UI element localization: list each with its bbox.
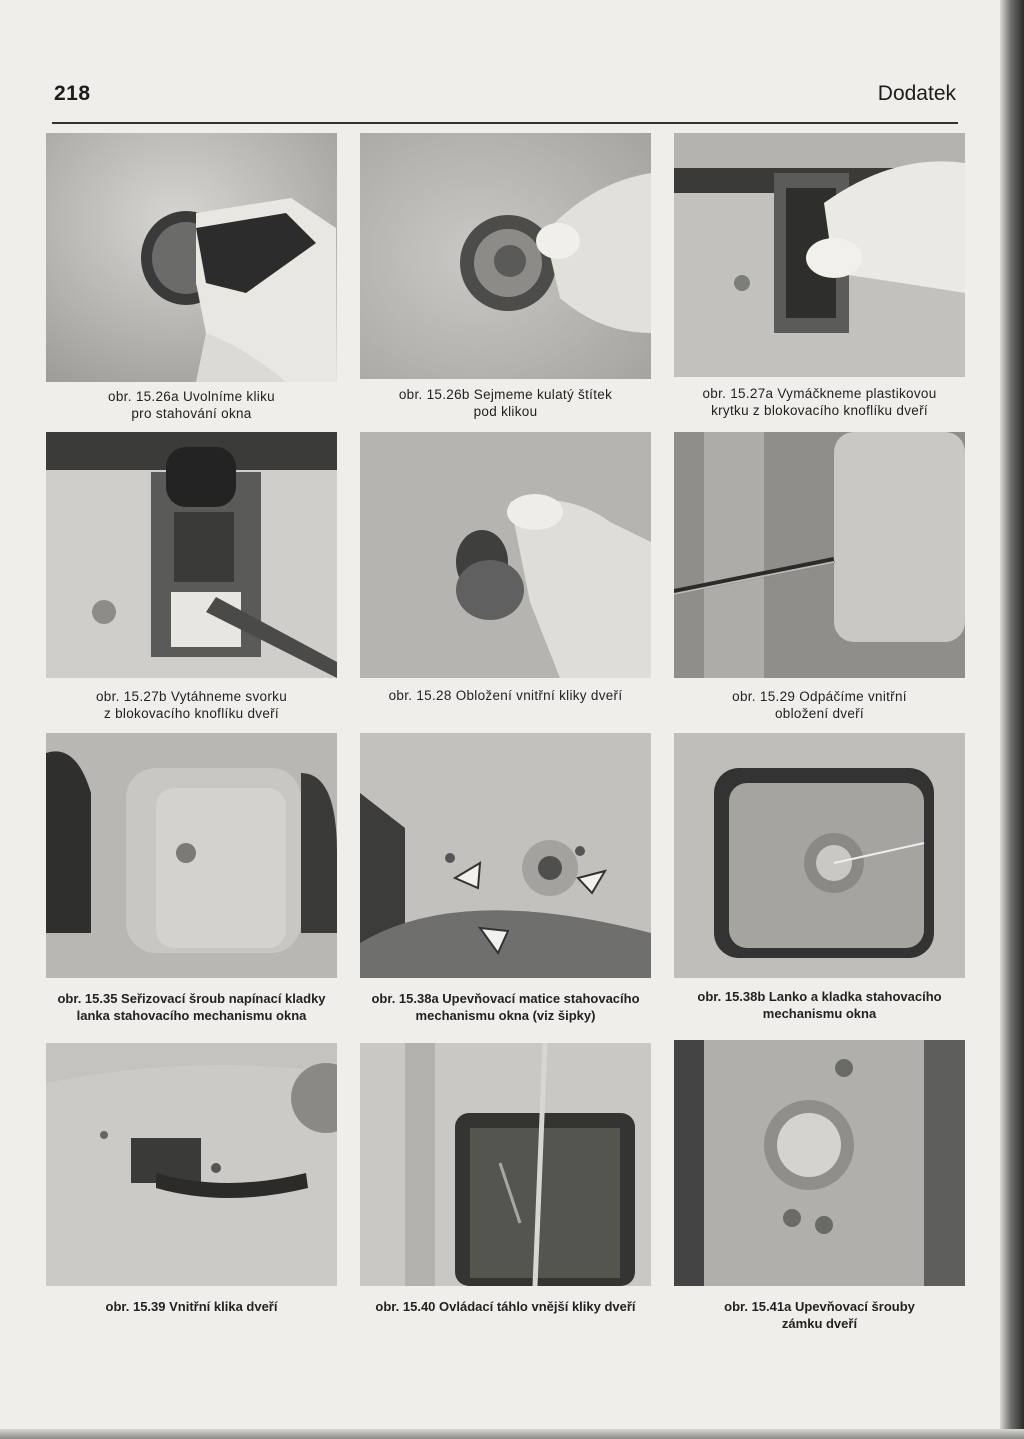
figure-caption: obr. 15.41a Upevňovací šrouby zámku dveří <box>724 1299 915 1331</box>
figure-caption: obr. 15.26b Sejmeme kulatý štítek pod klikou <box>398 387 613 419</box>
page-title: Dodatek <box>877 82 956 105</box>
photo-tensioner-screw <box>46 733 337 978</box>
figure-caption: obr. 15.27a Vymáčkneme plastikovou krytku z blokovacího knoflíku dveří <box>702 386 937 418</box>
photo-cable-pulley <box>674 733 965 978</box>
photo-inner-door-handle <box>46 1043 337 1286</box>
photo-pry-door-trim <box>674 432 965 678</box>
photo-lock-knob-clip <box>46 432 337 678</box>
figure-caption: obr. 15.26a Uvolníme kliku pro stahování okna <box>108 389 275 421</box>
figure-caption: obr. 15.38a Upevňovací matice stahovacího mechanismu okna (viz šipky) <box>371 991 640 1023</box>
figure-caption: obr. 15.38b Lanko a kladka stahovacího mechanismu okna <box>697 989 942 1021</box>
figure-caption: obr. 15.40 Ovládací táhlo vnější kliky dveří <box>375 1299 636 1314</box>
page-edge-shadow <box>1000 0 1024 1439</box>
page-bottom-edge <box>0 1429 1024 1439</box>
figure-caption: obr. 15.28 Obložení vnitřní kliky dveří <box>388 688 623 703</box>
photo-lock-screws <box>674 1040 965 1286</box>
figure-caption: obr. 15.29 Odpáčíme vnitřní obložení dveří <box>732 689 907 721</box>
photo-inner-handle-trim <box>360 432 651 678</box>
photo-round-plate <box>360 133 651 379</box>
photo-outer-handle-rod <box>360 1043 651 1286</box>
photo-lock-knob-cap <box>674 133 965 377</box>
page-number: 218 <box>54 82 91 105</box>
figure-caption: obr. 15.27b Vytáhneme svorku z blokovacího knoflíku dveří <box>95 689 287 721</box>
figure-caption: obr. 15.39 Vnitřní klika dveří <box>105 1299 278 1314</box>
header-divider <box>52 122 958 124</box>
figure-caption: obr. 15.35 Seřizovací šroub napínací kladky lanka stahovacího mechanismu okna <box>57 991 326 1023</box>
photo-window-crank <box>46 133 337 382</box>
photo-window-mechanism-nuts <box>360 733 651 978</box>
